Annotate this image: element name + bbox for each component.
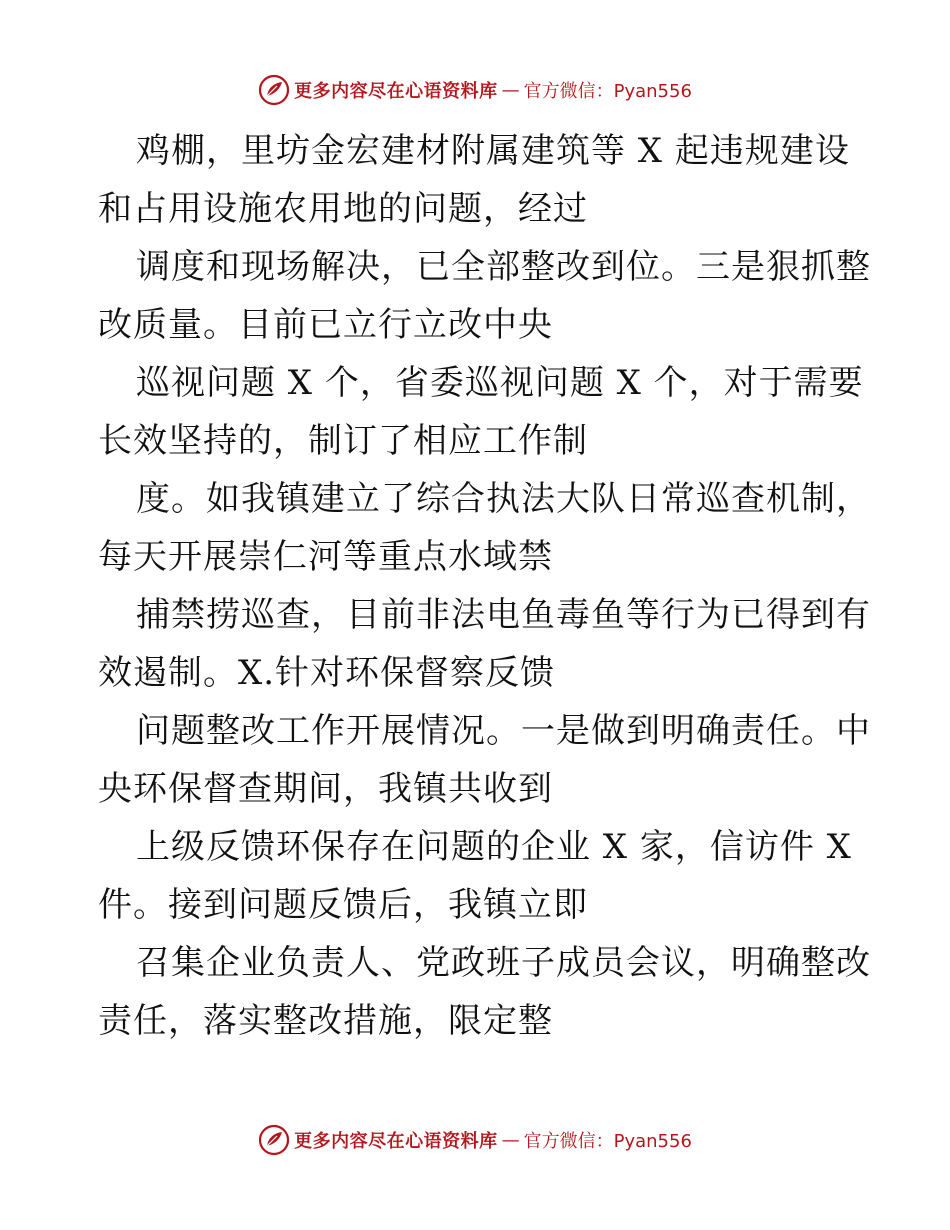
paragraph (98, 934, 871, 1050)
paragraph-line-2: 改质量。目前已立行立改中央 (98, 305, 553, 345)
paragraph-line-1: 召集企业负责人、党政班子成员会议，明确整改 (136, 943, 871, 983)
paragraph-line-2: 和占用设施农用地的问题，经过 (98, 189, 588, 229)
paragraph-line-1: 巡视问题 X 个，省委巡视问题 X 个，对于需要 (136, 363, 864, 403)
banner-separator: — (501, 1129, 520, 1151)
paragraph (98, 586, 871, 702)
paragraph-line-2: 件。接到问题反馈后，我镇立即 (98, 885, 588, 925)
banner-main-text: 更多内容尽在心语资料库 (294, 1131, 498, 1152)
paragraph (98, 470, 871, 586)
leaf-logo-icon (258, 74, 290, 106)
paragraph (98, 238, 871, 354)
header-banner (0, 72, 950, 108)
footer-banner (0, 1122, 950, 1158)
leaf-logo-icon (258, 1124, 290, 1156)
paragraph (98, 122, 858, 238)
paragraph-line-2: 长效坚持的，制订了相应工作制 (98, 421, 588, 461)
banner-main-text: 更多内容尽在心语资料库 (294, 81, 498, 102)
paragraph-line-1: 问题整改工作开展情况。一是做到明确责任。中 (136, 711, 871, 751)
banner-separator: — (501, 79, 520, 101)
paragraph (98, 818, 858, 934)
paragraph-line-2: 效遏制。X.针对环保督察反馈 (98, 653, 556, 693)
banner-wechat-text: 官方微信：Pyan556 (523, 1131, 692, 1152)
paragraph-line-2: 央环保督查期间，我镇共收到 (98, 769, 553, 809)
paragraph (98, 354, 864, 470)
document-body (98, 122, 871, 1050)
paragraph-line-2: 每天开展崇仁河等重点水域禁 (98, 537, 553, 577)
paragraph-line-1: 调度和现场解决，已全部整改到位。三是狠抓整 (136, 247, 871, 287)
paragraph-line-1: 度。如我镇建立了综合执法大队日常巡查机制， (136, 479, 871, 519)
paragraph-line-1: 捕禁捞巡查，目前非法电鱼毒鱼等行为已得到有 (136, 595, 871, 635)
paragraph-line-1: 上级反馈环保存在问题的企业 X 家，信访件 X (136, 827, 852, 867)
paragraph-line-2: 责任，落实整改措施，限定整 (98, 1001, 553, 1041)
paragraph-line-1: 鸡棚，里坊金宏建材附属建筑等 X 起违规建设 (136, 131, 850, 171)
paragraph (98, 702, 871, 818)
banner-wechat-text: 官方微信：Pyan556 (523, 81, 692, 102)
